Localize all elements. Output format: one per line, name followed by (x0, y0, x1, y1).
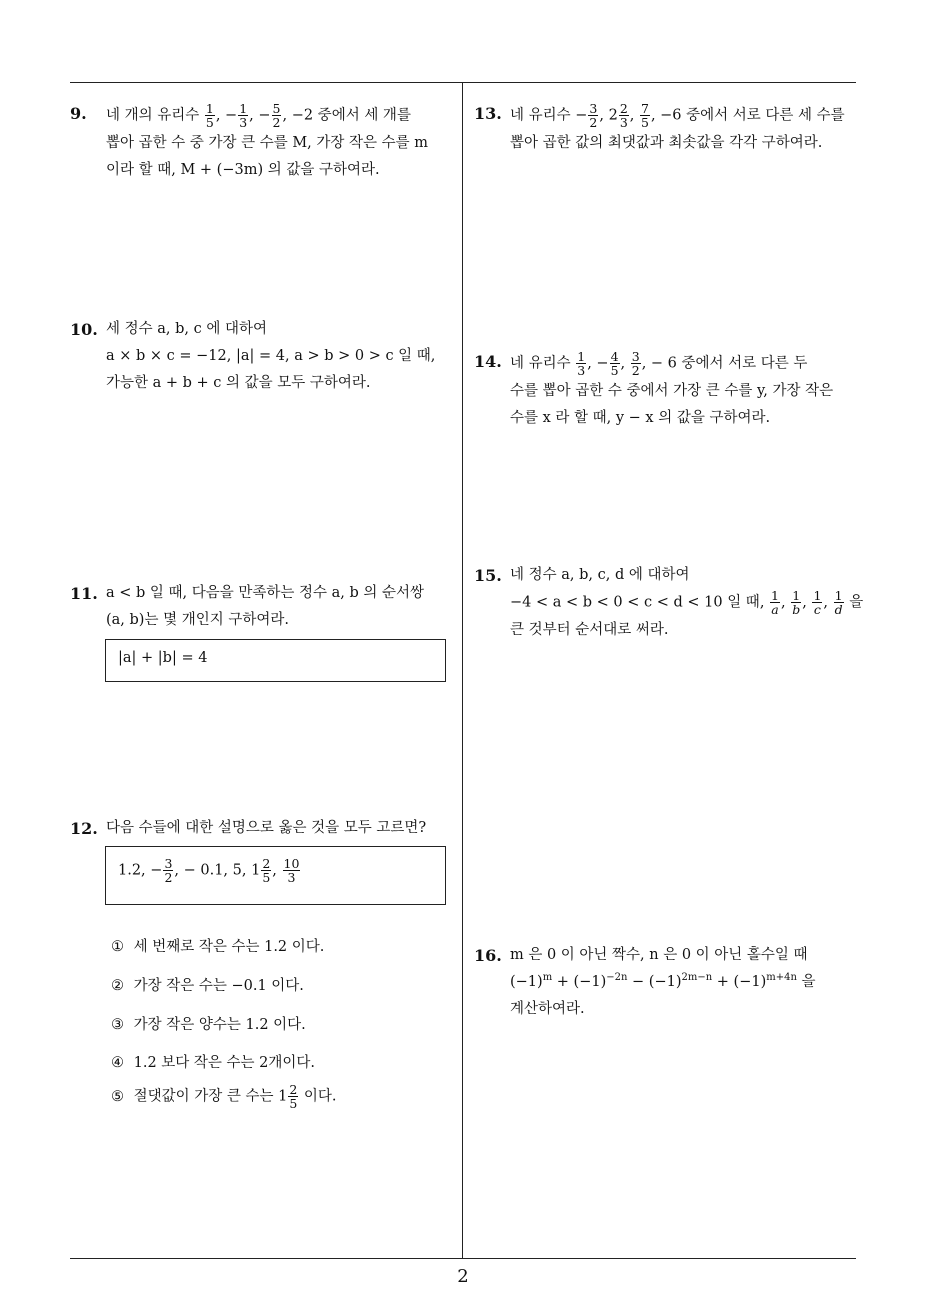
question-number: 13. (474, 104, 502, 123)
fraction: $\frac{1}{c}$ (813, 588, 822, 617)
fraction: $\frac{1}{5}$ (205, 101, 214, 130)
question-number: 14. (474, 352, 502, 371)
fraction: $\frac{1}{3}$ (577, 349, 586, 378)
fraction: $\frac{3}{2}$ (631, 349, 640, 378)
question-text: 세 정수 a, b, c 에 대하여 (106, 321, 267, 337)
question-text: 계산하여라. (510, 1001, 585, 1017)
fraction: $\frac{1}{d}$ (834, 588, 843, 617)
fraction: $\frac{1}{a}$ (771, 588, 779, 617)
question-text: 네 유리수 $\frac{1}{3}$ , − $\frac{4}{5}$ , $\frac{3}{2}$ , − 6 중에서 서로 다른 두 (510, 349, 808, 378)
question-text: 수를 x 라 할 때, y − x 의 값을 구하여라. (510, 409, 771, 426)
question-text: 네 유리수 − $\frac{3}{2}$ , 2 $\frac{2}{3}$ , $\frac{7}{5}$ , −6 중에서 서로 다른 세 수를 (510, 101, 845, 130)
fraction: $\frac{10}{3}$ (283, 856, 300, 885)
option-1: ① 세 번째로 작은 수는 1.2 이다. (111, 939, 325, 955)
question-text: 네 개의 유리수 $\frac{1}{5}$ , − $\frac{1}{3}$ , − $\frac{5}{2}$ , −2 중에서 세 개를 (106, 101, 411, 130)
option-5: ⑤ 절댓값이 가장 큰 수는 1 $\frac{2}{5}$ 이다. (111, 1082, 337, 1111)
fraction: $\frac{4}{5}$ (610, 349, 619, 378)
question-text: 뽑아 곱한 수 중 가장 큰 수를 M, 가장 작은 수를 m (106, 134, 429, 151)
fraction: $\frac{2}{5}$ (262, 856, 271, 885)
question-number: 9. (70, 104, 87, 123)
question-text: 수를 뽑아 곱한 수 중에서 가장 큰 수를 y, 가장 작은 (510, 382, 834, 399)
number-set-box (105, 846, 446, 905)
question-text: −4 < a < b < 0 < c < d < 10 일 때, $\frac{1}{a}$ , $\frac{1}{b}$ , $\frac{1}{c}$ , $\frac{1}{d}$ 을 (510, 588, 864, 617)
question-text: 가능한 a + b + c 의 값을 모두 구하여라. (106, 375, 371, 391)
question-number: 12. (70, 819, 98, 838)
fraction: $\frac{1}{3}$ (239, 101, 248, 130)
question-expression: $(-1)^m + (-1)^{-2n} - (-1)^{2m-n} + (-1)^{m+4n}$ 을 (510, 972, 816, 990)
fraction: $\frac{7}{5}$ (640, 101, 649, 130)
page-number: 2 (457, 1266, 469, 1287)
fraction: $\frac{3}{2}$ (164, 856, 173, 885)
top-rule (70, 82, 856, 83)
question-text: a < b 일 때, 다음을 만족하는 정수 a, b 의 순서쌍 (106, 585, 425, 601)
question-text: a × b × c = −12, |a| = 4, a > b > 0 > c 일 때, (106, 348, 436, 364)
condition-equation: |a| + |b| = 4 (118, 650, 208, 666)
fraction: $\frac{2}{5}$ (289, 1082, 298, 1111)
option-3: ③ 가장 작은 양수는 1.2 이다. (111, 1017, 306, 1033)
number-set: 1.2, − $\frac{3}{2}$ , − 0.1, 5, 1 $\frac{2}{5}$ , $\frac{10}{3}$ (118, 856, 300, 885)
fraction: $\frac{1}{b}$ (792, 588, 801, 617)
question-text: (a, b)는 몇 개인지 구하여라. (106, 612, 289, 628)
option-4: ④ 1.2 보다 작은 수는 2개이다. (111, 1055, 316, 1071)
question-text: 다음 수들에 대한 설명으로 옳은 것을 모두 고르면? (106, 820, 427, 836)
question-number: 15. (474, 566, 502, 585)
question-text: 이라 할 때, M + (−3m) 의 값을 구하여라. (106, 161, 380, 178)
question-number: 10. (70, 320, 98, 339)
question-number: 11. (70, 584, 98, 603)
bottom-rule (70, 1258, 856, 1259)
question-number: 16. (474, 946, 502, 965)
condition-box (105, 639, 446, 682)
question-text: m 은 0 이 아닌 짝수, n 은 0 이 아닌 홀수일 때 (510, 947, 808, 963)
question-text: 큰 것부터 순서대로 써라. (510, 621, 669, 638)
fraction: $\frac{3}{2}$ (589, 101, 598, 130)
question-text: 네 정수 a, b, c, d 에 대하여 (510, 567, 690, 583)
question-text: 뽑아 곱한 값의 최댓값과 최솟값을 각각 구하여라. (510, 134, 823, 151)
fraction: $\frac{2}{3}$ (619, 101, 628, 130)
option-2: ② 가장 작은 수는 −0.1 이다. (111, 978, 304, 994)
fraction: $\frac{5}{2}$ (272, 101, 281, 130)
column-divider (462, 82, 463, 1258)
